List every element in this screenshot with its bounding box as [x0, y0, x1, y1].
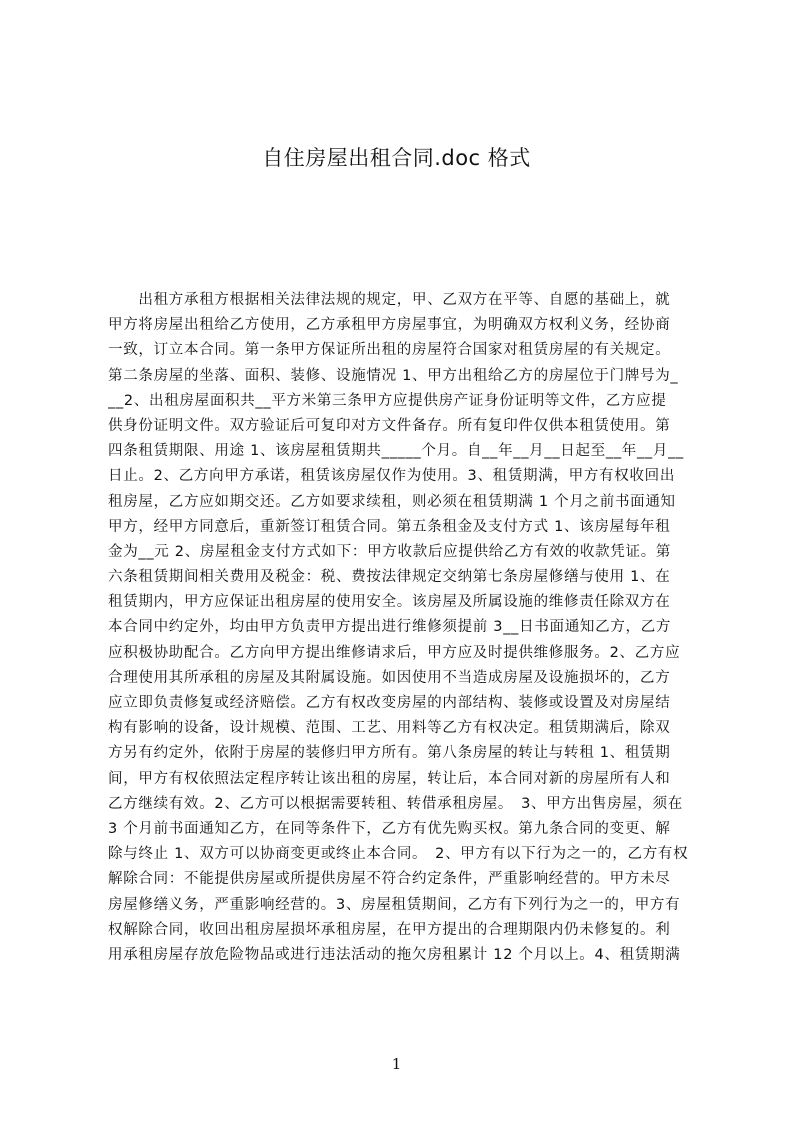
body-line: 应积极协助配合。乙方向甲方提出维修请求后，甲方应及时提供维修服务。2、乙方应: [108, 644, 681, 661]
body-line: 3 个月前书面通知乙方，在同等条件下，乙方有优先购买权。第九条合同的变更、解: [108, 820, 671, 837]
body-line: 权解除合同，收回出租房屋损坏承租房屋，在甲方提出的合理期限内仍未修复的。利: [108, 921, 671, 938]
body-line: 甲方将房屋出租给乙方使用，乙方承租甲方房屋事宜，为明确双方权利义务，经协商: [108, 317, 671, 334]
body-line: 出租方承租方根据相关法律法规的规定，甲、乙双方在平等、自愿的基础上，就: [108, 292, 671, 308]
page-number: 1: [391, 1055, 402, 1073]
body-line: 构有影响的设备，设计规模、范围、工艺、用料等乙方有权决定。租赁期满后，除双: [108, 720, 671, 737]
body-line: 用承租房屋存放危险物品或进行违法活动的拖欠房租累计 12 个月以上。4、租赁期满: [108, 946, 681, 963]
body-line: 合理使用其所承租的房屋及其附属设施。如因使用不当造成房屋及设施损坏的，乙方: [108, 669, 671, 686]
body-line: 应立即负责修复或经济赔偿。乙方有权改变房屋的内部结构、装修或设置及对房屋结: [108, 695, 671, 711]
body-line: 解除合同：不能提供房屋或所提供房屋不符合约定条件，严重影响经营的。甲方未尽: [108, 871, 671, 888]
body-line: 租赁期内，甲方应保证出租房屋的使用安全。该房屋及所属设施的维修责任除双方在: [108, 594, 671, 611]
body-line: 供身份证明文件。双方验证后可复印对方文件备存。所有复印件仅供本租赁使用。第: [108, 417, 671, 434]
body-line: 方另有约定外，依附于房屋的装修归甲方所有。第八条房屋的转让与转租 1、租赁期: [108, 745, 671, 762]
body-line: __2、出租房屋面积共__平方米第三条甲方应提供房产证身份证明等文件，乙方应提: [108, 392, 667, 409]
body-line: 乙方继续有效。2、乙方可以根据需要转租、转借承租房屋。 3、甲方出售房屋，须在: [108, 795, 683, 812]
body-line: 六条租赁期间相关费用及税金：税、费按法律规定交纳第七条房屋修缮与使用 1、在: [108, 569, 671, 586]
body-line: 第二条房屋的坐落、面积、装修、设施情况 1、甲方出租给乙方的房屋位于门牌号为_: [108, 367, 679, 384]
body-line: 一致，订立本合同。第一条甲方保证所出租的房屋符合国家对租赁房屋的有关规定。: [108, 342, 671, 359]
document-body: [108, 288, 700, 968]
body-line: 日止。2、乙方向甲方承诺，租赁该房屋仅作为使用。3、租赁期满，甲方有权收回出: [108, 468, 676, 485]
body-line: 租房屋，乙方应如期交还。乙方如要求续租，则必须在租赁期满 1 个月之前书面通知: [108, 493, 676, 510]
body-line: 间，甲方有权依照法定程序转让该出租的房屋，转让后，本合同对新的房屋所有人和: [108, 770, 671, 787]
body-line: 本合同中约定外，均由甲方负责甲方提出进行维修须提前 3__日书面通知乙方，乙方: [108, 619, 672, 636]
document-title: 自住房屋出租合同.doc 格式: [262, 146, 531, 170]
body-line: 金为__元 2、房屋租金支付方式如下：甲方收款后应提供给乙方有效的收款凭证。第: [108, 543, 672, 560]
body-line: 四条租赁期限、用途 1、该房屋租赁期共_____个月。自__年__月__日起至__年__月__: [108, 443, 684, 460]
body-line: 房屋修缮义务，严重影响经营的。3、房屋租赁期间，乙方有下列行为之一的，甲方有: [108, 896, 681, 913]
body-line: 甲方，经甲方同意后，重新签订租赁合同。第五条租金及支付方式 1、该房屋每年租: [108, 518, 671, 535]
body-line: 除与终止 1、双方可以协商变更或终止本合同。 2、甲方有以下行为之一的，乙方有权: [108, 846, 689, 863]
